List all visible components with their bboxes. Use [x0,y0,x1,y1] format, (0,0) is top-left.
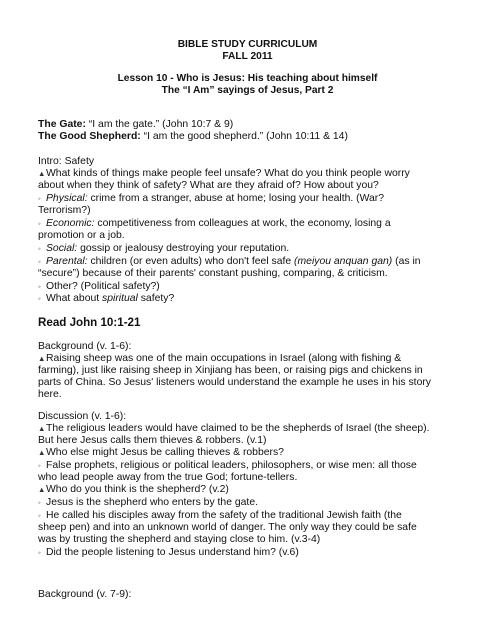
triangle-bullet-icon: ▲ [38,448,46,457]
intro-other: ◦ Other? (Political safety?) [38,281,160,292]
discussion-heading: Discussion (v. 1-6): [38,411,127,422]
background1-line2: farming), just like raising sheep in Xinjiang has been, or raising pigs and chickens in [38,365,423,376]
dot-bullet-icon: ◦ [38,194,41,203]
intro-heading: Intro: Safety [38,156,95,167]
intro-economic: ◦ Economic: competitiveness from colleagues at work, the economy, losing a [38,218,391,229]
intro-parental: ◦ Parental: children (or even adults) who don't feel safe (meiyou anquan gan) (as in [38,256,421,267]
discussion-item-7: ◦ Did the people listening to Jesus understand him? (v.6) [38,547,299,558]
discussion-item-3-cont: who lead people away from the true God; fortune-tellers. [38,472,298,483]
dot-bullet-icon: ◦ [38,511,41,520]
triangle-bullet-icon: ▲ [38,424,46,433]
intro-physical: ◦ Physical: crime from a stranger, abuse at home; losing your health. (War? [38,193,385,204]
discussion-item-5: ◦ Jesus is the shepherd who enters by the gate. [38,497,258,508]
dot-bullet-icon: ◦ [38,219,41,228]
background1-line4: here. [38,389,62,400]
discussion-item-6-cont1: sheep pen) and into an unknown world of danger. The only way they could be safe [38,522,417,533]
intro-question-cont: about when they think of safety? What are they afraid of? How about you? [38,180,379,191]
saying-shepherd-label: The Good Shepherd: [38,131,141,142]
dot-bullet-icon: ◦ [38,548,41,557]
triangle-bullet-icon: ▲ [38,354,46,363]
background2-heading: Background (v. 7-9): [38,589,132,600]
saying-shepherd-text: “I am the good shepherd.” (John 10:11 & 14) [140,131,348,142]
saying-gate-label: The Gate: [38,119,86,130]
discussion-item-6: ◦ He called his disciples away from the safety of the traditional Jewish faith (the [38,510,402,521]
dot-bullet-icon: ◦ [38,461,41,470]
intro-economic-cont: promotion or a job. [38,230,125,241]
dot-bullet-icon: ◦ [38,282,41,291]
header-title: BIBLE STUDY CURRICULUM [177,39,318,50]
discussion-item-2: ▲Who else might Jesus be calling thieves & robbers? [38,447,284,458]
intro-spiritual: ◦ What about spiritual safety? [38,293,175,304]
saying-shepherd [38,130,470,143]
intro-physical-cont: Terrorism?) [38,205,91,216]
discussion-item-3: ◦ False prophets, religious or political leaders, philosophers, or wise men: all those [38,460,417,471]
saying-gate-text: “I am the gate.” (John 10:7 & 9) [85,119,234,130]
intro-question: ▲What kinds of things make people feel unsafe? What do you think people worry [38,168,410,179]
background1-text: ▲Raising sheep was one of the main occupations in Israel (along with fishing & [38,353,402,364]
triangle-bullet-icon: ▲ [38,485,46,494]
reading-heading: Read John 10:1-21 [38,316,141,329]
dot-bullet-icon: ◦ [38,257,41,266]
discussion-item-1-cont: But here Jesus calls them thieves & robbers. (v.1) [38,435,267,446]
lesson-title: Lesson 10 - Who is Jesus: His teaching about himself [117,73,378,84]
dot-bullet-icon: ◦ [38,498,41,507]
background1-line3: parts of China. So Jesus' listeners would understand the example he uses in his story [38,377,431,388]
dot-bullet-icon: ◦ [38,294,41,303]
intro-social: ◦ Social: gossip or jealousy destroying your reputation. [38,243,290,254]
lesson-subtitle: The “I Am” sayings of Jesus, Part 2 [161,85,334,96]
dot-bullet-icon: ◦ [38,244,41,253]
background1-heading: Background (v. 1-6): [38,341,132,352]
header-term: FALL 2011 [222,51,273,62]
discussion-item-1: ▲The religious leaders would have claimed to be the shepherds of Israel (the sheep). [38,423,430,434]
discussion-item-4: ▲Who do you think is the shepherd? (v.2) [38,484,229,495]
discussion-item-6-cont2: was by trusting the shepherd and staying close to him. (v.3-4) [38,534,321,545]
triangle-bullet-icon: ▲ [38,169,46,178]
intro-parental-cont: “secure”) because of their parents' constant pushing, comparing, & criticism. [38,268,388,279]
